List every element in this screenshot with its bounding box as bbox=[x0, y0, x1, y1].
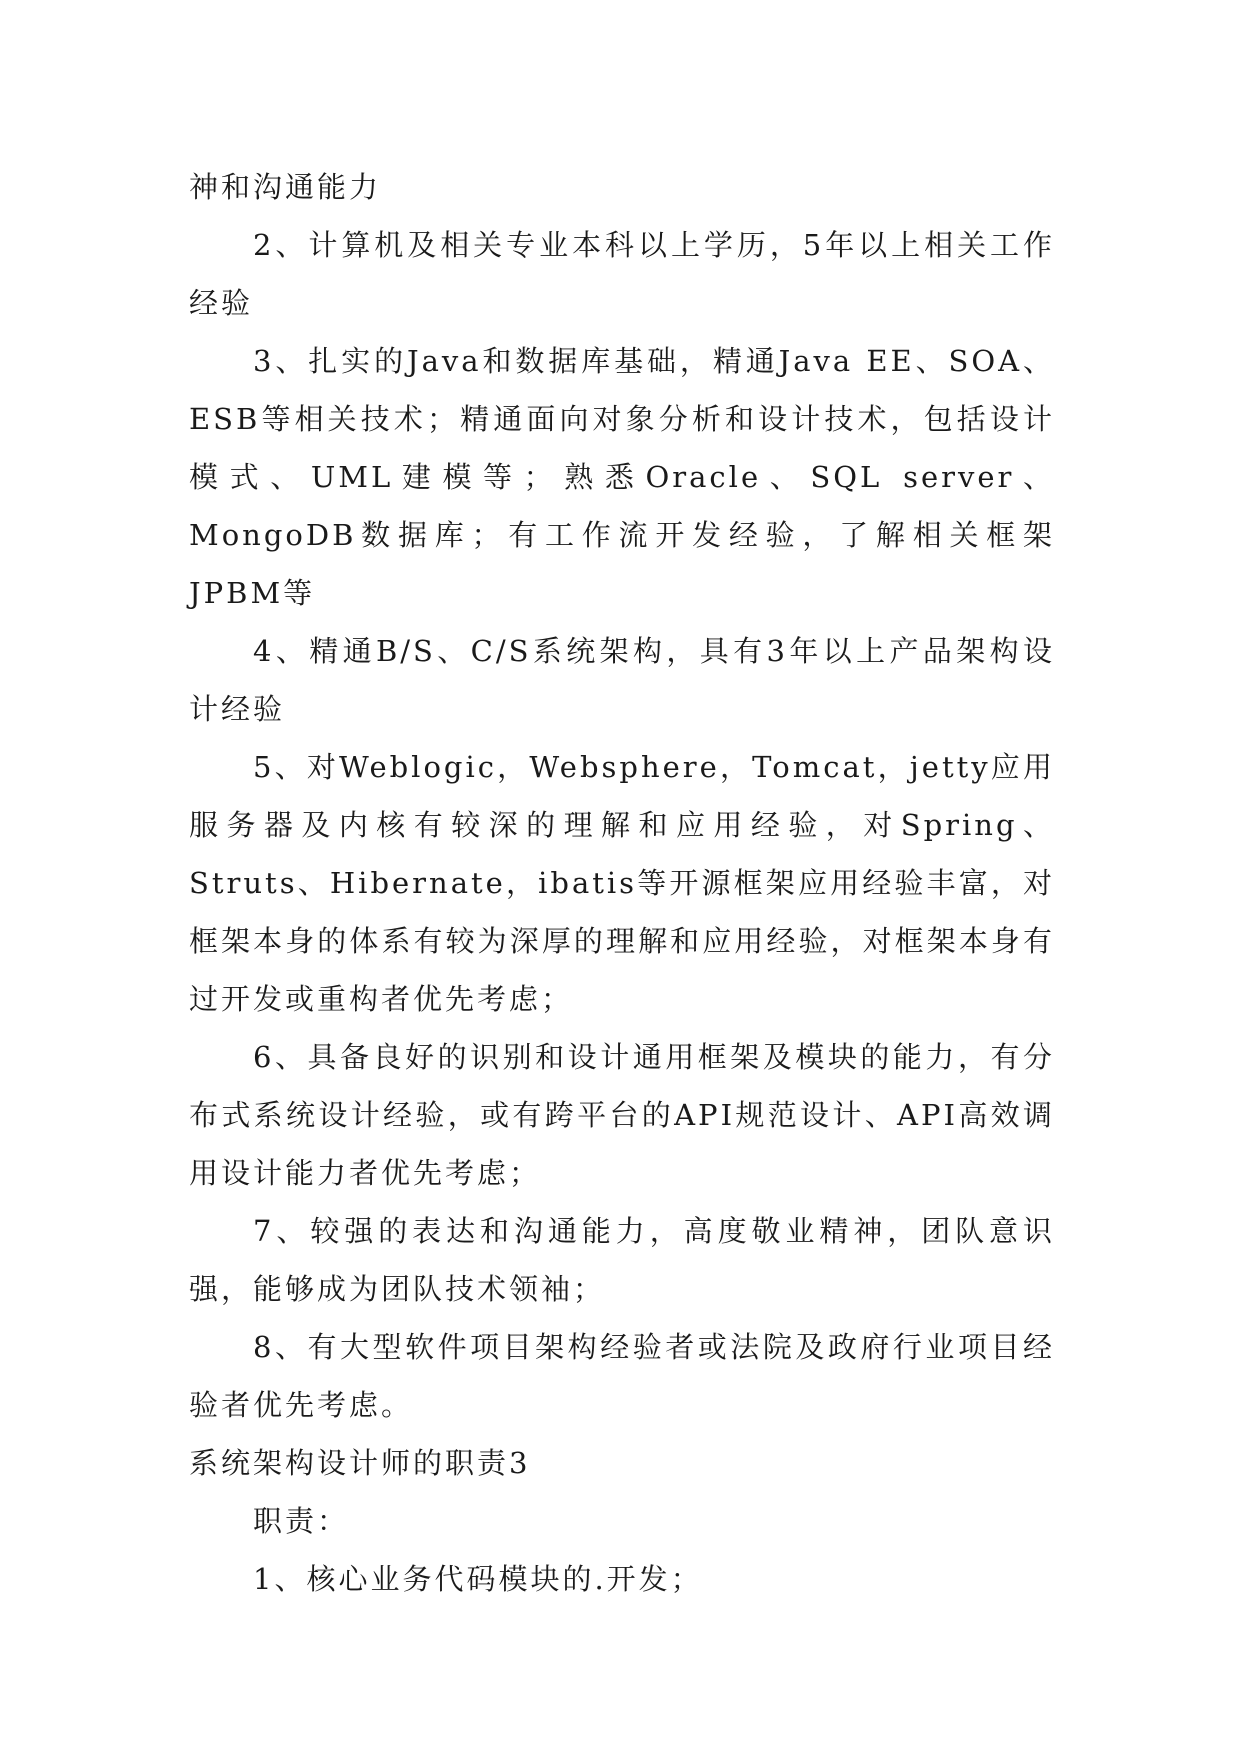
requirement-item-7: 7、较强的表达和沟通能力，高度敬业精神，团队意识强，能够成为团队技术领袖； bbox=[189, 1214, 1055, 1306]
requirement-item-6: 6、具备良好的识别和设计通用框架及模块的能力，有分布式系统设计经验，或有跨平台的API规范设计、API高效调用设计能力者优先考虑； bbox=[189, 1040, 1055, 1190]
requirement-item-4: 4、精通B/S、C/S系统架构，具有3年以上产品架构设计经验 bbox=[189, 634, 1055, 726]
section-heading: 系统架构设计师的职责3 bbox=[189, 1446, 531, 1480]
document-body bbox=[189, 158, 1055, 1608]
requirement-item-3: 3、扎实的Java和数据库基础，精通Java EE、SOA、ESB等相关技术；精通面向对象分析和设计技术，包括设计模式、UML建模等；熟悉Oracle、SQL server、MongoDB数据库；有工作流开发经验，了解相关框架JPBM等 bbox=[189, 344, 1055, 610]
requirement-item-8: 8、有大型软件项目架构经验者或法院及政府行业项目经验者优先考虑。 bbox=[189, 1330, 1055, 1422]
requirement-item-2: 2、计算机及相关专业本科以上学历，5年以上相关工作经验 bbox=[189, 228, 1055, 320]
paragraph-continuation: 神和沟通能力 bbox=[189, 170, 382, 204]
requirement-item-5: 5、对Weblogic，Websphere，Tomcat，jetty应用服务器及内核有较深的理解和应用经验，对Spring、Struts、Hibernate，ibatis等开源框架应用经验丰富，对框架本身的体系有较为深厚的理解和应用经验，对框架本身有过开发或重构者优先考虑； bbox=[189, 750, 1055, 1016]
duties-label: 职责： bbox=[253, 1504, 350, 1538]
duty-item-1: 1、核心业务代码模块的.开发； bbox=[253, 1562, 703, 1596]
